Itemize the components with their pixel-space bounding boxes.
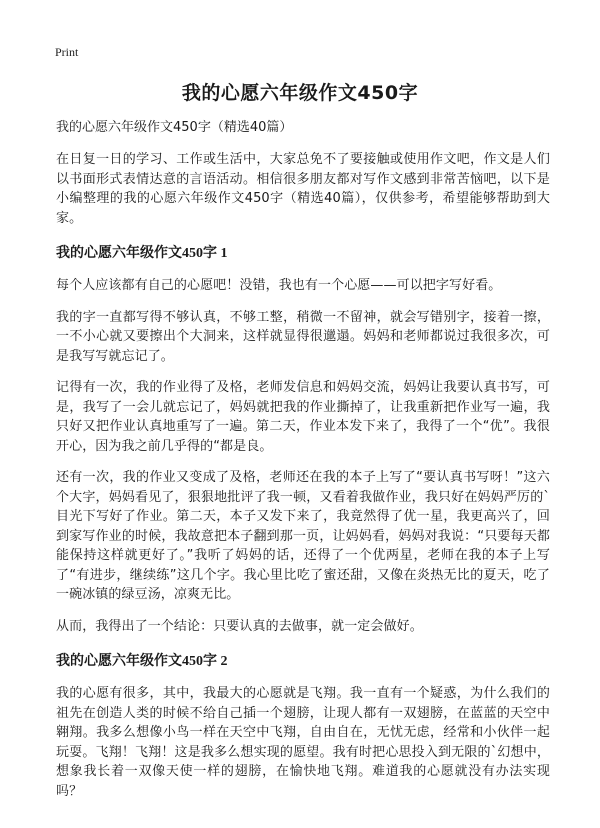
intro-paragraph: 在日复一日的学习、工作或生活中，大家总免不了要接触或使用作文吧，作文是人们以书面形式表情达意的言语活动。相信很多朋友都对写作文感到非常苦恼吧，以下是小编整理的我的心愿六年级作文450字（精选40篇），仅供参考，希望能够帮助到大家。 [56,152,550,226]
section-heading: 我的心愿六年级作文450字 1 [56,246,228,261]
article-body [56,118,550,813]
paragraph: 每个人应该都有自己的心愿吧！没错，我也有一个心愿——可以把字写好看。 [56,278,502,293]
article-subtitle: 我的心愿六年级作文450字（精选40篇） [56,120,293,135]
paragraph: 从而，我得出了一个结论：只要认真的去做事，就一定会做好。 [56,618,423,634]
paragraph: 还有一次，我的作业又变成了及格，老师还在我的本子上写了“要认真书写呀！”这六个大字，妈妈看见了，狠狠地批评了我一顿，又看着我做作业，我只好在妈妈严厉的`目光下写好了作业。第二天，本子又发下来了，我竟然得了优一星，我更高兴了，回到家写作业的时候，我故意把本子翻到那一页，让妈妈看，妈妈对我说：“只要每天都能保持这样就更好了。”我听了妈妈的话，还得了一个优两星，老师在我的本子上写了“有进步，继续练”这几个字。我心里比吃了蜜还甜，又像在炎热无比的夏天，吃了一碗冰镇的绿豆汤，凉爽无比。 [56,470,550,602]
section-heading: 我的心愿六年级作文450字 2 [56,654,228,669]
page-title: 我的心愿六年级作文450字 [181,82,419,104]
print-link[interactable]: Print [55,45,79,59]
paragraph: 记得有一次，我的作业得了及格，老师发信息和妈妈交流，妈妈让我要认真书写，可是，我写了一会儿就忘记了，妈妈就把我的作业撕掉了，让我重新把作业写一遍，我只好又把作业认真地重写了一遍。第二天，作业本发下来了，我得了一个“优”。我很开心，因为我之前几乎得的“都是良。 [56,380,550,454]
paragraph: 我的心愿有很多，其中，我最大的心愿就是飞翔。我一直有一个疑惑，为什么我们的祖先在创造人类的时候不给自己插一个翅膀，让现人都有一双翅膀，在蓝蓝的天空中翱翔。我多么想像小鸟一样在天空中飞翔，自由自在，无忧无虑，经常和小伙伴一起玩耍。飞翔！飞翔！这是我多么想实现的愿望。我有时把心思投入到无限的`幻想中，想象我长着一双像天使一样的翅膀，在愉快地飞翔。难道我的心愿就没有办法实现吗？ [56,686,550,799]
paragraph: 我的字一直都写得不够认真，不够工整，稍微一不留神，就会写错别字，接着一擦，一不小心就又要擦出个大洞来，这样就显得很邋遢。妈妈和老师都说过我很多次，可是我写写就忘记了。 [56,309,550,364]
